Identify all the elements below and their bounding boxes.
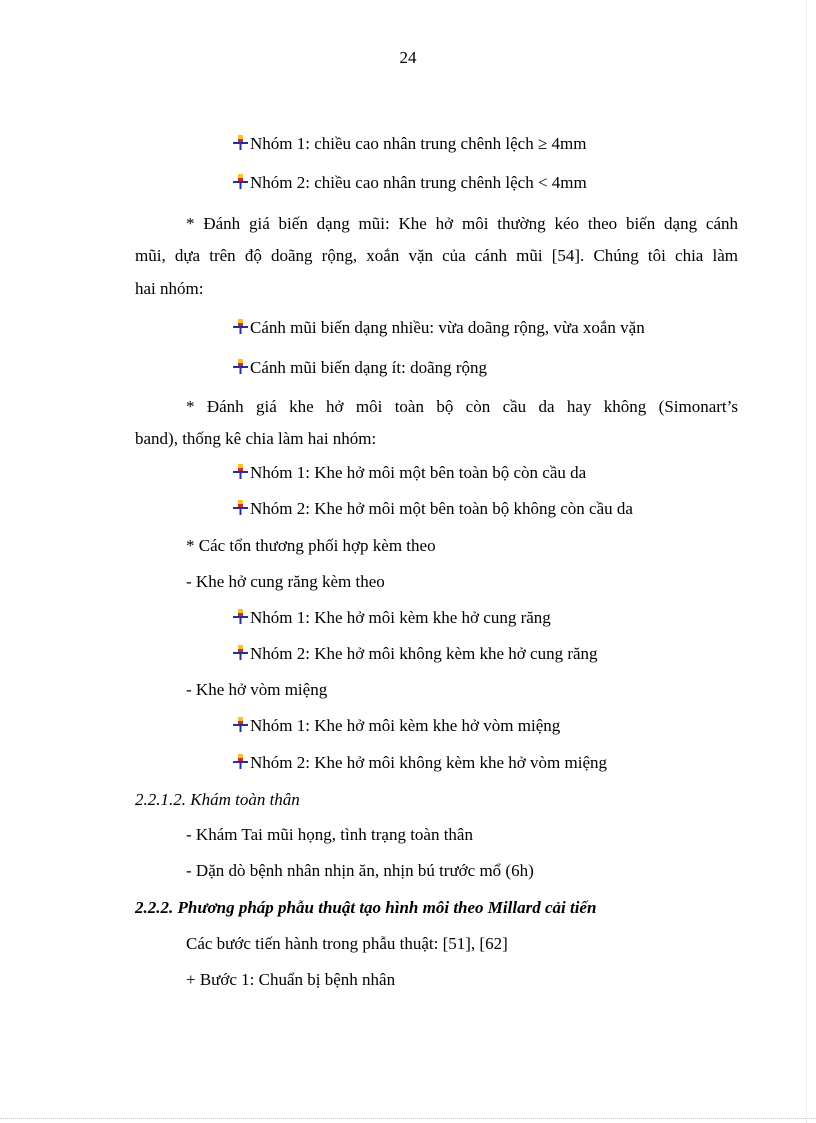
list-item (232, 317, 645, 339)
list-item (232, 172, 587, 194)
pushpin-bullet-icon (232, 499, 249, 516)
list-item (232, 462, 586, 484)
paragraph-line: band), thống kê chia làm hai nhóm: (135, 429, 377, 448)
list-item (232, 607, 551, 629)
list-item (232, 357, 487, 379)
page-number: 24 (399, 48, 417, 67)
list-item (232, 498, 633, 520)
list-item-text: Nhóm 1: Khe hở môi một bên toàn bộ còn cầu da (250, 463, 587, 482)
pushpin-bullet-icon (232, 644, 249, 661)
list-item (232, 752, 607, 774)
paragraph-line: Các bước tiến hành trong phẫu thuật: [51], [62] (186, 934, 508, 953)
section-title: 2.2.1.2. Khám toàn thân (135, 790, 300, 809)
list-item-text: Nhóm 2: Khe hở môi một bên toàn bộ không còn cầu da (250, 499, 633, 518)
pushpin-bullet-icon (232, 753, 249, 770)
list-item-text: Nhóm 1: Khe hở môi kèm khe hở cung răng (250, 608, 551, 627)
paragraph-line: - Khám Tai mũi họng, tình trạng toàn thân (186, 825, 473, 844)
list-item-text: Nhóm 1: Khe hở môi kèm khe hở vòm miệng (250, 716, 561, 735)
list-item-text: Nhóm 2: Khe hở môi không kèm khe hở cung răng (250, 644, 598, 663)
paragraph-line: * Đánh giá biến dạng mũi: Khe hở môi thường kéo theo biến dạng cánh (186, 214, 738, 233)
pushpin-bullet-icon (232, 318, 249, 335)
section-heading: * Các tổn thương phối hợp kèm theo (186, 536, 436, 555)
pushpin-bullet-icon (232, 134, 249, 151)
section-title: 2.2.2. Phương pháp phẫu thuật tạo hình môi theo Millard cải tiến (135, 898, 597, 917)
pushpin-bullet-icon (232, 463, 249, 480)
paragraph-line: - Dặn dò bệnh nhân nhịn ăn, nhịn bú trước mổ (6h) (186, 861, 534, 880)
list-item-text: Nhóm 2: Khe hở môi không kèm khe hở vòm miệng (250, 753, 607, 772)
subheading: - Khe hở vòm miệng (186, 680, 328, 699)
paragraph-line: * Đánh giá khe hở môi toàn bộ còn cầu da hay không (Simonart’s (186, 397, 738, 416)
pushpin-bullet-icon (232, 716, 249, 733)
pushpin-bullet-icon (232, 173, 249, 190)
list-item-text: Nhóm 1: chiều cao nhân trung chênh lệch ≥ 4mm (250, 134, 587, 153)
list-item-text: Nhóm 2: chiều cao nhân trung chênh lệch < 4mm (250, 173, 587, 192)
list-item (232, 643, 598, 665)
paragraph-line: hai nhóm: (135, 279, 204, 298)
list-item-text: Cánh mũi biến dạng ít: doãng rộng (250, 358, 488, 377)
subheading: - Khe hở cung răng kèm theo (186, 572, 385, 591)
pushpin-bullet-icon (232, 608, 249, 625)
list-item-text: Cánh mũi biến dạng nhiều: vừa doãng rộng, vừa xoắn vặn (250, 318, 645, 337)
pushpin-bullet-icon (232, 358, 249, 375)
page-right-border (806, 0, 807, 1123)
list-item (232, 133, 587, 155)
list-item (232, 715, 560, 737)
paragraph-line: mũi, dựa trên độ doãng rộng, xoắn vặn của cánh mũi [54]. Chúng tôi chia làm (135, 246, 738, 265)
page-bottom-border (0, 1118, 816, 1119)
paragraph-line: + Bước 1: Chuẩn bị bệnh nhân (186, 970, 396, 989)
